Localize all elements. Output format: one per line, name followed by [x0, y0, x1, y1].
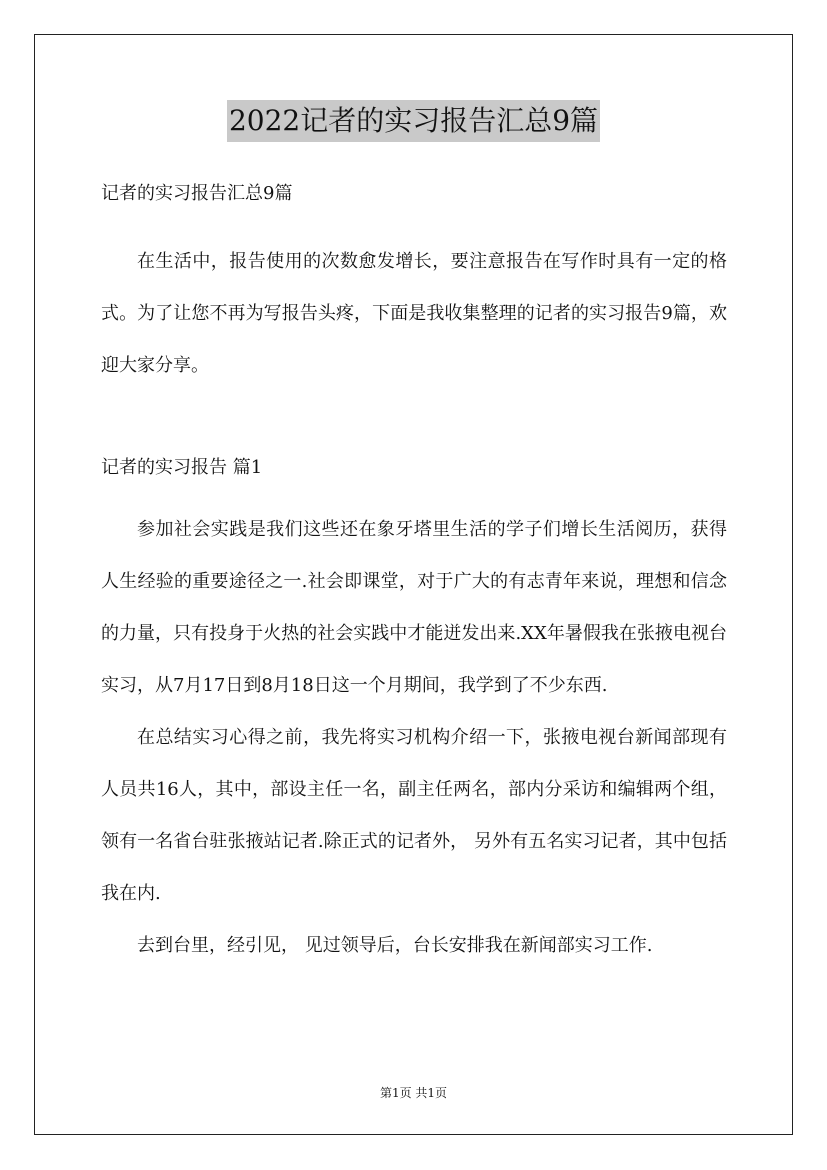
- page-footer: [0, 1084, 827, 1101]
- document-title: 2022记者的实习报告汇总9篇: [227, 100, 600, 142]
- body-paragraph: 在总结实习心得之前，我先将实习机构介绍一下，张掖电视台新闻部现有人员共16人，其中，部设主任一名，副主任两名，部内分采访和编辑两个组，领有一名省台驻张掖站记者.除正式的记者外， 另外有五名实习记者，其中包括我在内.: [101, 727, 727, 904]
- intro-paragraph: 在生活中，报告使用的次数愈发增长，要注意报告在写作时具有一定的格式。为了让您不再为写报告头疼，下面是我收集整理的记者的实习报告9篇，欢迎大家分享。: [101, 251, 727, 376]
- document-body: [101, 172, 727, 972]
- section-heading: 记者的实习报告 篇1: [101, 457, 263, 478]
- body-paragraph: 去到台里，经引见， 见过领导后，台长安排我在新闻部实习工作.: [137, 935, 653, 956]
- title-container: [0, 100, 827, 142]
- document-subtitle: 记者的实习报告汇总9篇: [101, 183, 293, 204]
- page-number-label: 第1页 共1页: [379, 1086, 448, 1100]
- body-paragraph: 参加社会实践是我们这些还在象牙塔里生活的学子们增长生活阅历，获得人生经验的重要途径之一.社会即课堂，对于广大的有志青年来说，理想和信念的力量，只有投身于火热的社会实践中才能迸发出来.XX年暑假我在张掖电视台实习，从7月17日到8月18日这一个月期间，我学到了不少东西.: [101, 519, 727, 696]
